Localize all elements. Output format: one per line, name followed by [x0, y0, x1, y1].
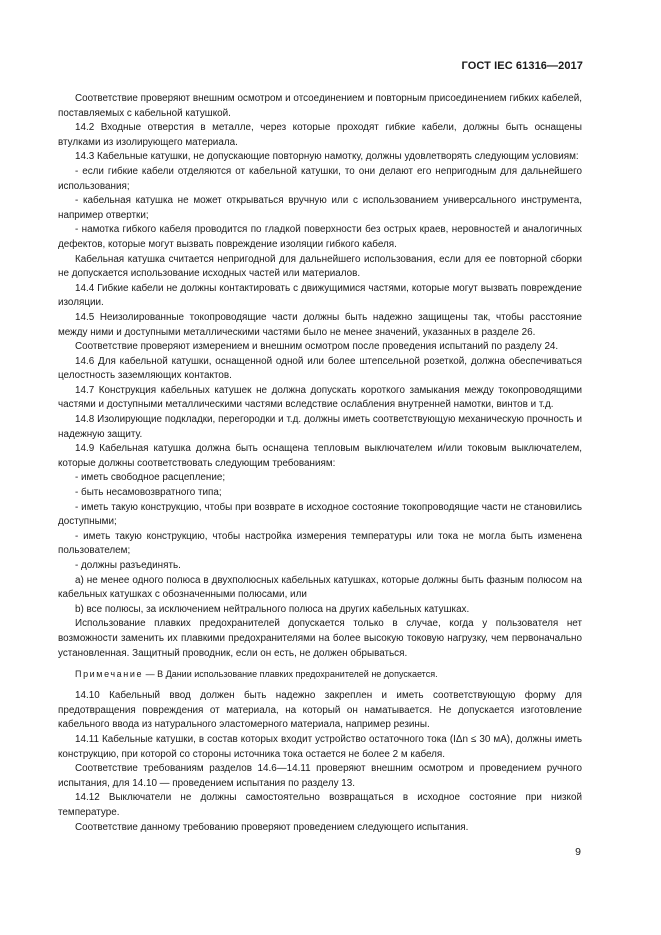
paragraph: Соответствие требованиям разделов 14.6—14.11 проверяют внешним осмотром и проведением ручного испытания, для 14.10 — проведением испытания по разделу 13.	[58, 763, 582, 789]
list-item: - кабельная катушка не может открываться вручную или с использованием универсального инструмента, например отвертки;	[58, 195, 582, 221]
paragraph: Кабельная катушка считается непригодной для дальнейшего использования, если для ее повторной сборки не допускается использование исходных частей или материалов.	[58, 253, 582, 280]
note-text: — В Дании использование плавких предохранителей не допускается.	[143, 669, 438, 680]
paragraph: Соответствие данному требованию проверяют проведением следующего испытания.	[75, 821, 469, 833]
note-label: Примечание	[75, 669, 144, 680]
list-item: - иметь такую конструкцию, чтобы при возврате в исходное состояние токопроводящие части не становились доступными;	[58, 501, 582, 528]
list-item: - если гибкие кабели отделяются от кабельной катушки, то они делают его непригодным для дальнейшего использования;	[58, 165, 582, 192]
list-item: - должны разъединять.	[75, 560, 181, 571]
list-item: - иметь такую конструкцию, чтобы настройка измерения температуры или тока не могла быть изменена пользователем;	[58, 530, 582, 557]
list-item: - иметь свободное расцепление;	[75, 472, 226, 484]
document-body	[58, 92, 582, 835]
paragraph: 14.7 Конструкция кабельных катушек не должна допускать короткого замыкания между токопроводящими частями и доступными металлическими частями вследствие ослабления внутренней намотки, винтов и т.д.	[58, 384, 582, 411]
paragraph: 14.12 Выключатели не должны самостоятельно возвращаться в исходное состояние при низкой температуре.	[58, 792, 582, 818]
paragraph: 14.2 Входные отверстия в металле, через которые проходят гибкие кабели, должны быть оснащены втулками из изолирующего материала.	[58, 122, 582, 148]
paragraph: 14.3 Кабельные катушки, не допускающие повторную намотку, должны удовлетворять следующим условиям:	[75, 151, 579, 163]
document-code: ГОСТ IEC 61316—2017	[461, 60, 583, 72]
list-item: - намотка гибкого кабеля проводится по гладкой поверхности без острых краев, неровностей и аналогичных дефектов, которые могут вызвать повреждение изоляции гибкого кабеля.	[58, 224, 582, 250]
paragraph: 14.4 Гибкие кабели не должны контактировать с движущимися частями, которые могут вызвать повреждение изоляции.	[58, 282, 582, 309]
paragraph: 14.5 Неизолированные токопроводящие части должны быть надежно защищены так, чтобы расстояние между ними и доступными металлическими частями было не менее значений, указанных в разделе 26.	[58, 311, 582, 338]
paragraph: 14.8 Изолирующие подкладки, перегородки и т.д. должны иметь соответствующую механическую прочность и надежную защиту.	[58, 414, 582, 440]
paragraph: 14.6 Для кабельной катушки, оснащенной одной или более штепсельной розеткой, должна обеспечиваться целостность заземляющих контактов.	[58, 355, 582, 382]
list-item: a) не менее одного полюса в двухполюсных кабельных катушках, которые должны быть фазным полюсом на кабельных катушках с обозначенными полюсами, или	[58, 574, 582, 601]
paragraph: Использование плавких предохранителей допускается только в случае, когда у пользователя нет возможности заменить их плавкими предохранителями на более высокую токовую нагрузку, чем первоначально установленная. Защитный проводник, если он есть, не должен обрываться.	[58, 618, 582, 659]
note	[58, 668, 582, 681]
list-item: - быть несамовозвратного типа;	[75, 487, 222, 499]
paragraph: 14.9 Кабельная катушка должна быть оснащена тепловым выключателем и/или токовым выключателем, которые должны соответствовать следующим требованиям:	[58, 443, 582, 469]
paragraph: 14.10 Кабельный ввод должен быть надежно закреплен и иметь соответствующую форму для предотвращения повреждения от материала, на который он наматывается. Не допускается изготовление кабельного ввода из натурального эластомерного материала, например резины.	[58, 690, 582, 731]
page-number: 9	[575, 846, 581, 858]
paragraph: Соответствие проверяют измерением и внешним осмотром после проведения испытаний по разделу 24.	[75, 341, 559, 353]
paragraph: 14.11 Кабельные катушки, в состав которых входит устройство остаточного тока (IΔn ≤ 30 мА), должны иметь конструкцию, при которой со стороны источника тока остается не более 2 м кабеля.	[58, 733, 582, 760]
list-item: b) все полюсы, за исключением нейтрального полюса на других кабельных катушках.	[75, 603, 470, 615]
paragraph: Соответствие проверяют внешним осмотром и отсоединением и повторным присоединением гибких кабелей, поставляемых с кабельной катушкой.	[58, 93, 582, 119]
